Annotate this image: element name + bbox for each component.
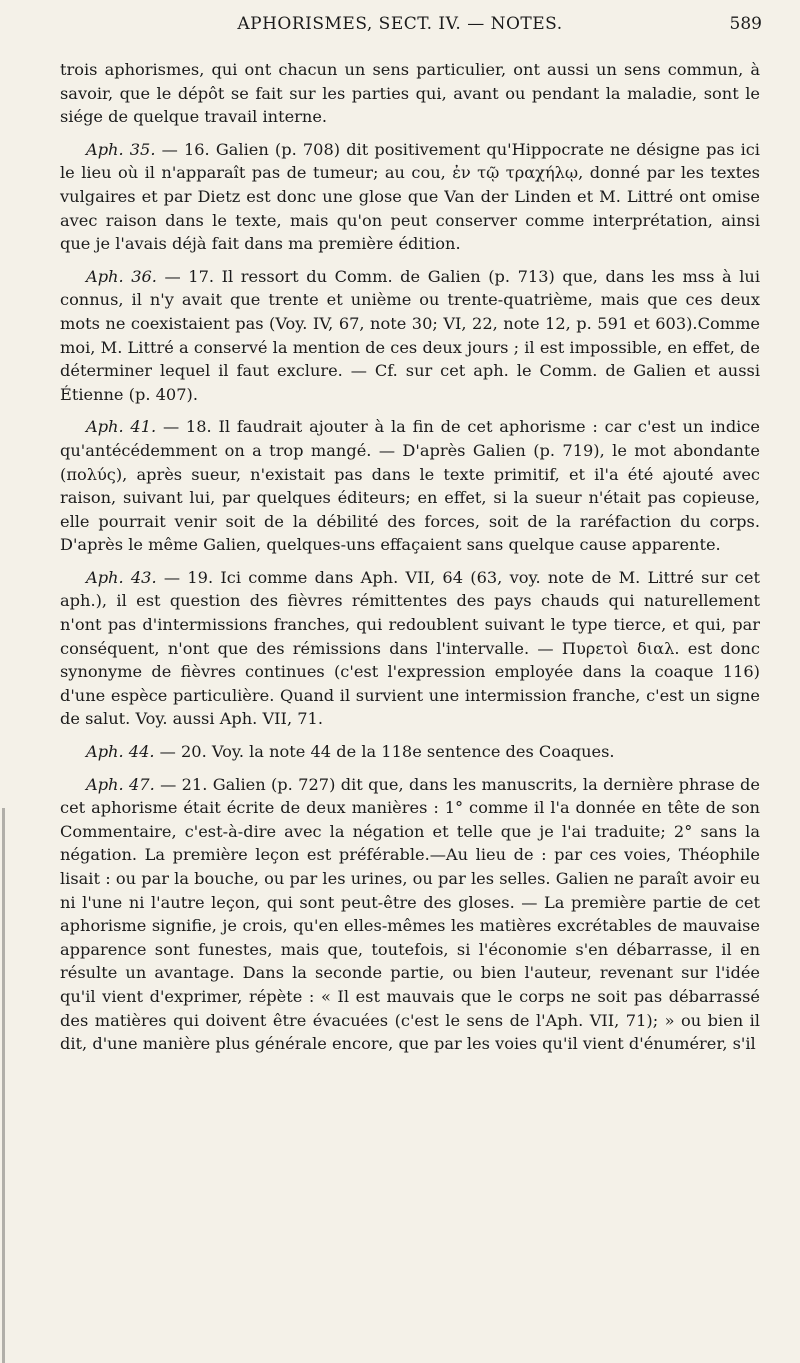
note-aph-36 bbox=[60, 265, 760, 407]
aphorism-label: Aph. 44. bbox=[86, 742, 155, 762]
note-aph-47 bbox=[60, 773, 760, 1056]
paragraph-text: — 18. Il faudrait ajouter à la fin de cet aphorisme : car c'est un indice qu'antécédemment on a trop mangé. — D'après Galien (p. 719), le mot abondante (πολύς), après sueur, n'existait pas dans le texte primitif, et il'a été ajouté avec raison, suivant lui, par quelques éditeurs; en effet, si la sueur n'était pas copieuse, elle pourrait venir soit de la débilité des forces, soit de la raréfaction du corps. D'après le même Galien, quelques-uns effaçaient sans quelque cause apparente. bbox=[60, 417, 760, 555]
paragraph-text: — 19. Ici comme dans Aph. VII, 64 (63, voy. note de M. Littré sur cet aph.), il est question des fièvres rémittentes des pays chauds qui naturellement n'ont pas d'intermissions franches, qui redoublent suivant le type tierce, et qui, par conséquent, n'ont que des rémissions dans l'intervalle. — Πυρετοὶ διαλ. est donc synonyme de fièvres continues (c'est l'expression employée dans la coaque 116) d'une espèce particulière. Quand il survient une intermission franche, c'est un signe de salut. Voy. aussi Aph. VII, 71. bbox=[60, 567, 760, 729]
paragraph-text: — 16. Galien (p. 708) dit positivement qu'Hippocrate ne désigne pas ici le lieu où il n'apparaît pas de tumeur; au cou, ἐν τῷ τραχήλῳ, donné par les textes vulgaires et par Dietz est donc une glose que Van der Linden et M. Littré ont omise avec raison dans le texte, mais qu'on peut conserver comme interprétation, ainsi que je l'avais déjà fait dans ma première édition. bbox=[60, 139, 760, 254]
aphorism-label: Aph. 35. bbox=[86, 139, 156, 159]
note-aph-35 bbox=[60, 138, 760, 256]
note-aph-44 bbox=[60, 740, 760, 764]
paragraph-continuation bbox=[60, 58, 760, 129]
paragraph-text: — 17. Il ressort du Comm. de Galien (p. 713) que, dans les mss à lui connus, il n'y avait que trente et unième ou trente-quatrième, mais que ces deux mots ne coexistaient pas (Voy. IV, 67, note 30; VI, 22, note 12, p. 591 et 603).Comme moi, M. Littré a conservé la mention de ces deux jours ; il est impossible, en effet, de déterminer lequel il faut exclure. — Cf. sur cet aph. le Comm. de Galien et aussi Étienne (p. 407). bbox=[60, 266, 760, 404]
running-header bbox=[0, 12, 800, 42]
aphorism-label: Aph. 41. bbox=[86, 417, 157, 437]
aphorism-label: Aph. 43. bbox=[86, 567, 157, 587]
body-text bbox=[60, 58, 760, 1065]
paragraph-text: — 21. Galien (p. 727) dit que, dans les manuscrits, la dernière phrase de cet aphorisme était écrite de deux manières : 1° comme il l'a donnée en tête de son Commentaire, c'est-à-dire avec la négation et telle que je l'ai traduite; 2° sans la négation. La première leçon est préférable.—Au lieu de : par ces voies, Théophile lisait : ou par la bouche, ou par les urines, ou par les selles. Galien ne paraît avoir eu ni l'une ni l'autre leçon, qui sont peut-être des gloses. — La première partie de cet aphorisme signifie, je crois, qu'en elles-mêmes les matières excrétables de mauvaise apparence sont funestes, mais que, toutefois, si l'économie s'en débarrasse, il en résulte un avantage. Dans la seconde partie, ou bien l'auteur, revenant sur l'idée qu'il vient d'exprimer, répète : « Il est mauvais que le corps ne soit pas débarrassé des matières qui doivent être évacuées (c'est le sens de l'Aph. VII, 71); » ou bien il dit, d'une manière plus générale encore, que par les voies qu'il vient d'énumérer, s'il bbox=[60, 774, 760, 1054]
paragraph-text: — 20. Voy. la note 44 de la 118e sentence des Coaques. bbox=[159, 742, 615, 762]
note-aph-41 bbox=[60, 415, 760, 557]
header-title: APHORISMES, SECT. IV. — NOTES. bbox=[237, 14, 563, 34]
paragraph-text: trois aphorismes, qui ont chacun un sens particulier, ont aussi un sens commun, à savoir, que le dépôt se fait sur les parties qui, avant ou pendant la maladie, sont le siége de quelque travail interne. bbox=[60, 60, 760, 127]
aphorism-label: Aph. 47. bbox=[86, 774, 155, 794]
note-aph-43 bbox=[60, 566, 760, 731]
aphorism-label: Aph. 36. bbox=[86, 266, 157, 286]
page-number: 589 bbox=[729, 14, 762, 34]
binding-shadow bbox=[2, 808, 5, 1363]
